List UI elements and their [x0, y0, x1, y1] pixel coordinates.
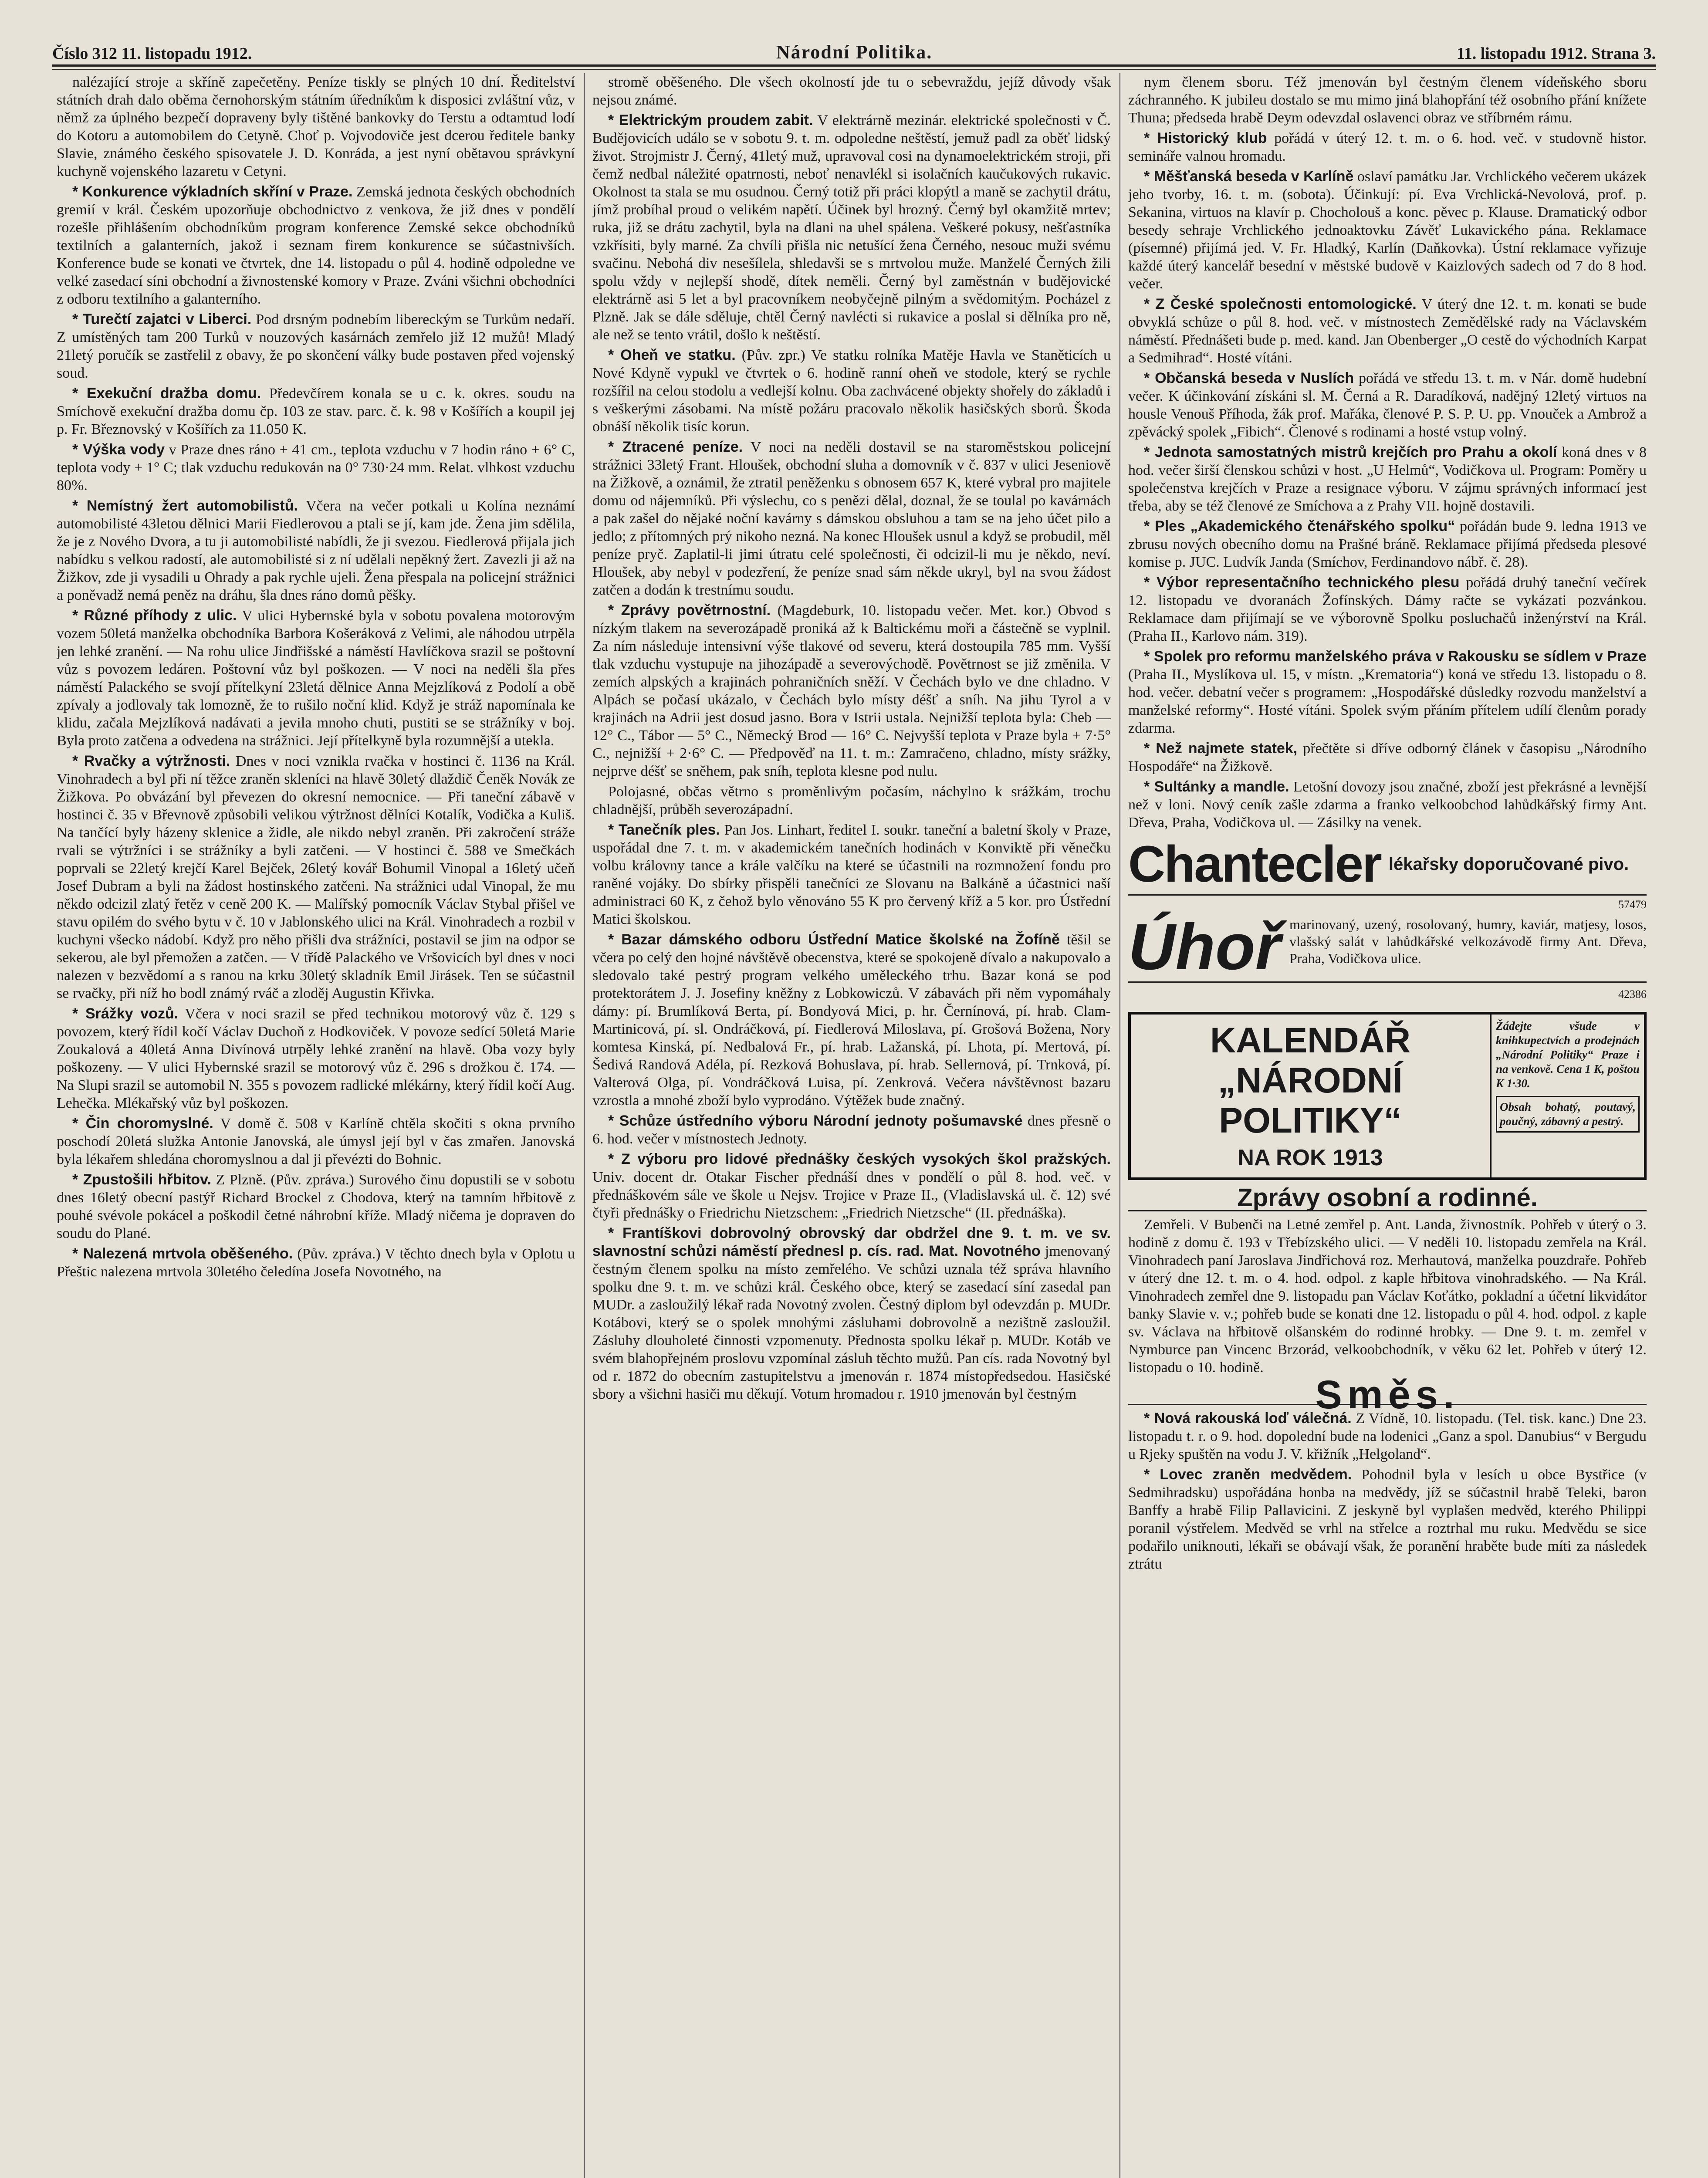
news-item [57, 1245, 575, 1281]
news-item [592, 1224, 1111, 1403]
news-item-body: Polojasné, občas větrno s proměnlivým počasím, náchylno k srážkám, trochu chladnější, průběh severozápadní. [592, 784, 1111, 818]
header-rule-thin [52, 69, 1656, 70]
news-item-body: Z Plzně. (Pův. zpráva.) Surového činu dopustili se v sobotu dnes 16letý obecní pastýř Richard Brockel z Chodova, který na tamním hřbitově z pouhé svévole pokácel a poškodil četné náhrobní kříže. Mladý ničema je dopraven do soudu do Plané. [57, 1172, 575, 1241]
column-divider [584, 73, 585, 2178]
news-item-body: Pohodnil byla v lesích u obce Bystřice (v Sedmihradsku) uspořádána honba na medvědy, jíž se súčastnil hrabě Teleki, baron Banffy a hrabě Filip Pallavicini. Z jeskyně byl vyplašen medvěd, kterého Philippi poranil výstřelem. Medvěd se vrhl na střelce a roztrhal mu ruku. Medvědu se sice podařilo uniknouti, lékaři se obávají však, že poranění hraběte bude míti za následek ztrátu [1128, 1467, 1647, 1572]
news-item-headline: * Jednota samostatných mistrů krejčích pro Prahu a okolí [1144, 444, 1557, 460]
news-item-headline: * Než najmete statek, [1144, 740, 1298, 757]
kalendar-subtitle: „NÁRODNÍ POLITIKY“ [1218, 1061, 1403, 1140]
news-item-headline: * Ztracené peníze. [608, 439, 743, 455]
news-item-headline: * Ples „Akademického čtenářského spolku“ [1144, 518, 1455, 534]
news-item [57, 183, 575, 308]
news-item-headline: * Bazar dámského odboru Ústřední Matice školské na Žofíně [608, 931, 1060, 948]
column-3 [1128, 73, 1647, 2178]
chantecler-ad [1128, 835, 1647, 896]
news-item [592, 112, 1111, 344]
news-item [57, 73, 575, 180]
news-item-body: Předevčírem konala se u c. k. okres. soudu na Smíchově exekuční dražba domu čp. 103 ze stav. parc. č. k. 98 v Košířích a koupil jej p. Fr. Březnovský v Košířích za 11.050 K. [57, 386, 575, 437]
news-item [592, 73, 1111, 109]
news-item [1128, 648, 1647, 737]
news-item [1128, 1466, 1647, 1573]
news-item [57, 1171, 575, 1242]
section-heading-personal: Zprávy osobní a rodinné. [1128, 1189, 1647, 1211]
news-item-body: Univ. docent dr. Otakar Fischer přednáší dnes v pondělí o půl 8. hod. več. v přednáškovém sále ve škole u Nejsv. Trojice v Praze II., (Vladislavská ul. č. 12) své čtyři přednášky o Friedrichu Nietzschem: „Friedrich Nietzsche“ (II. přednáška). [592, 1169, 1111, 1221]
news-item [57, 1005, 575, 1112]
news-item [592, 1112, 1111, 1148]
news-item-headline: * Oheň ve statku. [608, 347, 736, 363]
uhor-ad [1128, 910, 1647, 983]
news-item-body: Včera v noci srazil se před technikou motorový vůz č. 129 s povozem, který řídil kočí Václav Duchoň z Hodkoviček. V povoze sedící 50letá Marie Zoukalová a 40letá Anna Divínová utrpěly lehké zranění na hlavě. Oba vozy byly poškozeny. — V ulici Hybernské srazil se motorový vůz č. 296 s drožkou č. 174. — Na Slupi srazil se automobil N. 355 s povozem radlické mlékárny, který řídil kočí Aug. Lehečka. Mlékařský vůz byl poškozen. [57, 1006, 575, 1111]
news-item [592, 602, 1111, 780]
news-item-body: těšil se včera po celý den hojné návštěvě obecenstva, které se spokojeně dívalo a nakupovalo a sledovalo také pestrý program velkého uměleckého trhu. Bazar koná se pod protektorátem J. J. Josefiny kněžny z Lobkowiczů. V zábavách při něm vypomáhaly dámy: pí. Brumlíková Berta, pí. Bondyová Mici, p. hr. Černínová, pí. hrab. Clam-Martinicová, pí. sl. Ondráčková, pí. Fiedlerová Miloslava, pí. Grošová Božena, Nory komtesa Kinská, pí. Nedbalová Fr., pí. hrab. Lažanská, pí. Lhota, pí. Mertová, pí. Šedivá Randová Adéla, pí. Rezková Bohuslava, pí. hrab. Sellernová, pí. Trnková, pí. Valterová Olga, pí. Vondráčková Luisa, pí. Zenkrová. Večera návštěvnost bazaru vzrostla a mnohé zboží bylo vyprodáno. Výtěžek bude značný. [592, 932, 1111, 1109]
news-item-body: pořádán bude 9. ledna 1913 ve zbrusu nových obecního domu na Prašné bráně. Reklamace přijímá předseda plesové komise p. JUC. Ludvík Janda (Smíchov, Ferdinandovo nábř. č. 28). [1128, 518, 1647, 570]
news-item-headline: * Tanečník ples. [608, 822, 720, 838]
news-item [57, 441, 575, 494]
news-item [1128, 1216, 1647, 1376]
news-item-body: přečtěte si dříve odborný článek v časopisu „Národního Hospodáře“ na Žižkově. [1128, 741, 1647, 774]
news-item-headline: * Nalezená mrtvola oběšeného. [72, 1245, 293, 1262]
chantecler-logo: Chantecler [1128, 835, 1381, 893]
news-item [1128, 1410, 1647, 1463]
page-number: 11. listopadu 1912. Strana 3. [1456, 44, 1656, 63]
kalendar-info: Žádejte všude v knihkupectvích a prodejnách „Národní Politiky“ Praze i na venkově. Cena 1 K, poštou K 1·30. [1496, 1019, 1640, 1090]
section-heading-misc: Směs. [1128, 1386, 1647, 1405]
news-item-headline: * Zpustošili hřbitov. [72, 1171, 211, 1188]
news-item [1128, 129, 1647, 165]
kalendar-ad [1128, 1012, 1647, 1180]
news-item-headline: * Exekuční dražba domu. [72, 385, 261, 402]
news-item-headline: * Z výboru pro lidové přednášky českých vysokých škol pražských. [608, 1151, 1111, 1167]
news-item [592, 346, 1111, 436]
news-item-headline: * Občanská beseda v Nuslích [1144, 370, 1354, 386]
news-item-headline: * Lovec zraněn medvědem. [1144, 1466, 1352, 1483]
news-item-body: jmenovaný čestným členem spolku na místo zemřelého. Ve schůzi uznala též správa hlavního spolku dne 9. t. m. ve schůzi král. Českého obce, který se zasedací síní zasedal pan MUDr. a zasloužilý lékař rada Novotný zvolen. Čestný diplom byl odevzdán p. MUDr. Kotábovi, který se o spolek mnohými zásluhami dobrovolně a nezištně zasloužil. Zásluhy dlouholeté činnosti vzpomenuty. Přednosta spolku lékař p. MUDr. Kotáb ve svém blahopřejném proslovu vzpomínal zásluh těchto mužů. Pan cís. rada Novotný byl od r. 1872 do obecním zastupitelstvu a jmenován r. 1874 místopředsedou. Hasičské sbory a všichni hasiči mu děkují. Votum hromadou r. 1910 jmenován byl čestným [592, 1243, 1111, 1402]
news-item-body: (Pův. zpráva.) V těchto dnech byla v Oplotu u Přeštic nalezena mrtvola 30letého čeledína Josefa Novotného, na [57, 1246, 575, 1280]
news-item-headline: * Různé příhody z ulic. [72, 607, 237, 624]
news-item-body: pořádá ve středu 13. t. m. v Nár. domě hudební večer. K účinkování získáni sl. M. Černá a R. Daradíková, nadějný 12letý virtuos na housle Venouš Příhoda, žák prof. Mařáka, členové P. S. P. U. pp. Vnouček a Ambrož a zpěvácký spolek „Fibich“. Členové s rodinami a hosté vstup volný. [1128, 370, 1647, 440]
column-2 [592, 73, 1111, 2178]
uhor-logo: Úhoř [1128, 910, 1281, 983]
news-item-headline: * Schůze ústředního výboru Národní jednoty pošumavské [608, 1113, 1023, 1129]
news-item [1128, 73, 1647, 127]
news-item-headline: * Výška vody [72, 441, 165, 458]
news-item [57, 607, 575, 750]
news-item-body: Z Vídně, 10. listopadu. (Tel. tisk. kanc.) Dne 23. listopadu t. r. o 9. hod. dopolední bude na lodenici „Ganz a spol. Danubius“ v Bergudu u Rjeky spuštěn na vodu J. V. křižník „Helgoland“. [1128, 1410, 1647, 1462]
news-item [57, 1115, 575, 1168]
news-item-body: pořádá druhý taneční večírek 12. listopadu ve dvoranách Žofínských. Dámy račte se vykázati pozvánkou. Reklamace dam přijímají se ve výborovně Spolku posluchačů inženýrství na Král. (Praha II., Karlovo nám. 319). [1128, 575, 1647, 644]
news-item [1128, 295, 1647, 367]
column-1 [57, 73, 575, 2178]
uhor-text: marinovaný, uzený, rosolovaný, humry, kaviár, matjesy, losos, vlašský salát v lahůdkářské velkozávodě firmy Ant. Dřeva, Praha, Vodičkova ulice. [1289, 917, 1647, 966]
news-item-body: Pan Jos. Linhart, ředitel I. soukr. taneční a baletní školy v Praze, uspořádal dne 7. t. m. v akademickém tanečních hodinách v Konviktě při věnečku volbu královny tance a krále valčíku na které se účastnili na rozmnožení fondu pro raněné vojáky. Do sbírky přispěli tanečníci ze Slovanu na Balkáně a účastnici naší administraci 60 K, z čehož bylo věnováno 55 K pro červený kříž a 5 kor. pro Ústřední Matici školskou. [592, 822, 1111, 927]
news-item [57, 497, 575, 604]
news-item [1128, 168, 1647, 293]
news-item [1128, 443, 1647, 515]
news-item-headline: * Konkurence výkladních skříní v Praze. [72, 183, 353, 200]
news-item [592, 821, 1111, 928]
news-item-body: (Magdeburk, 10. listopadu večer. Met. kor.) Obvod s nízkým tlakem na severozápadě proniká až k Baltickému moři a částečně se vyplnil. Za ním následuje intensivní výše tlakové od severu, která dostoupila 785 mm. Vyšší tlak vzduchu vystupuje na jihozápadě a severovýchodě. Povětrnost se již změnila. V zemích alpských a krajinách pohraničních sněží. V Čechách bylo ve dne chladno. V Alpách se počasí ukázalo, v Čechách bylo místy déšť a sníh. Na jihu Tyrol a v krajinách na Adrii jest dosud jasno. Bora v Istrii ustala. Nejnižší teplota byla: Cheb — 12° C., Tábor — 5° C., Německý Brod — 16° C. Nejvyšší teplota v Praze byla + 7·5° C., nejnižší + 2·6° C. — Předpověď na 11. t. m.: Zamračeno, chladno, místy srážky, nejprve déšť se sněhem, pak sníh, teplota klesne pod nulu. [592, 602, 1111, 779]
news-item [592, 783, 1111, 818]
news-item-body: v Praze dnes ráno + 41 cm., teplota vzduchu v 7 hodin ráno + 6° C, teplota vody + 1° C; tlak vzduchu redukován na 0° 730·24 mm. Relat. vlhkost vzduchu 80%. [57, 442, 575, 494]
news-item-body: V domě č. 508 v Karlíně chtěla skočiti s okna prvního poschodí 20letá služka Antonie Janovská, ale úmysl její byl v čas zmařen. Janovská byla lékařem shledána choromyslnou a dal ji převézti do Bohnic. [57, 1116, 575, 1167]
news-item-headline: * Turečtí zajatci v Liberci. [72, 311, 252, 328]
news-item-headline: * Nemístný žert automobilistů. [72, 497, 298, 514]
news-item-headline: * Rvačky a výtržnosti. [72, 753, 230, 769]
news-item [1128, 778, 1647, 832]
news-item-headline: * Srážky vozů. [72, 1005, 179, 1022]
news-item-body: nym členem sboru. Též jmenován byl čestným členem vídeňského sboru záchranného. K jubileu dostalo se mu mimo jiná blahopřání též osobního přání knížete Thuna; předseda hrabě Deym odevzdal oslavenci obraz ve stříbrném rámu. [1128, 74, 1647, 126]
news-item-body: V elektrárně mezinár. elektrické společnosti v Č. Budějovicích událo se v sobotu 9. t. m. odpoledne neštěstí, jemuž padl za oběť lidský život. Strojmistr J. Černý, 41letý muž, upravoval cosi na dynamoelektrickém stroji, při čemž nedbal náležité opatrnosti, neboť nenavlékl si isolačních kaučukových rukavic. Okolnost ta stala se mu osudnou. Černý totiž při práci klopýtl a maně se zachytil drátu, jímž probíhal proud o velikém napětí. Účinek byl hrozný. Černý byl okamžitě mrtev; ruka, již se drátu zachytil, byla na dlani na uhel spálena. Veškeré pokusy, nešťastníka vzkřísiti, byly marné. Za chvíli přišla nic netušící žena Černého, nesouc muži svému svačinu. Nebohá div nesešílela, shledavši se s mrtvolou muže. Manželé Černých žili spolu vždy v nejlepší shodě, dítek neměli. Černý byl zaměstnán v budějovické elektrárně asi 5 let a byl pracovníkem neobyčejně pilným a svědomitým. Pocházel z Plzně. Jak se dále sděluje, chtěl Černý navlécti si rukavice a poslal si dělníka pro ně, ale než se tento vrátil, došlo k neštěstí. [592, 112, 1111, 343]
news-item [1128, 574, 1647, 645]
news-item-body: V úterý dne 12. t. m. konati se bude obvyklá schůze o půl 8. hod. več. v místnostech Zemědělské rady na Václavském náměstí. Přednášeti bude p. med. kand. Jan Obenberger „O cestě do východních Karpat a Sedmihrad“. Hosté vítáni. [1128, 296, 1647, 366]
news-item-body: stromě oběšeného. Dle všech okolností jde tu o sebevraždu, jejíž důvody však nejsou známé. [592, 74, 1111, 108]
news-item-headline: * Spolek pro reformu manželského práva v Rakousku se sídlem v Praze [1144, 648, 1647, 665]
news-item-body: V noci na neděli dostavil se na staroměstskou policejní strážnici 33letý Frant. Hloušek, obchodní sluha a domovník v č. 837 v ulici Jeseniově na Žižkově, a oznámil, že ztratil peněženku s obnosem 657 K, které vybral pro majitele domu od nájemníků. Při výslechu, co s penězi dělal, doznal, že se toulal po kavárnách a pak zašel do nějaké noční kavárny s dámskou obsluhou a tam se na jeho účet pilo a jedlo; z přítomných prý nikoho nezná. Na konec Hloušek usnul a když se probudil, měl peníze pryč. Zaplatil-li jimi útratu celé společnosti, či odcizil-li mu je někdo, neví. Hloušek, aby nebyl v podezření, že peníze snad sám někde ukryl, byl na svou žádost zatčen a dodán k trestnímu soudu. [592, 439, 1111, 598]
kalendar-contents: Obsah bohatý, poutavý, poučný, zábavný a pestrý. [1496, 1096, 1640, 1133]
news-item-body: Pod drsným podnebím libereckým se Turkům nedaří. Z umístěných tam 200 Turků v nouzových kasárnách zemřelo již 12 mužů! Mladý 21letý poručík se zastřelil z obavy, že po skončení války bude postaven před vojenský soud. [57, 311, 575, 381]
news-item [592, 931, 1111, 1109]
news-item-body: (Praha II., Myslíkova ul. 15, v místn. „Krematoria“) koná ve středu 13. listopadu o 8. hod. večer. debatní večer s programem: „Hospodářské důsledky rozvodu manželství a manželské reformy“. Hosté vítáni. Spolek svým přáním přítelem udílí členům porady zdarma. [1128, 666, 1647, 736]
news-item-body: Letošní dovozy jsou značné, zboží jest překrásné a levnější než v loni. Nový ceník zašle zdarma a franko velkoobchod lahůdkářský firmy Ant. Dřeva, Praha, Vodičkova ul. — Zásilky na venek. [1128, 779, 1647, 831]
news-item [592, 438, 1111, 599]
news-item [57, 311, 575, 382]
news-item [592, 1150, 1111, 1222]
news-item [57, 752, 575, 1002]
news-item-body: oslaví památku Jar. Vrchlického večerem ukázek jeho tvorby, 16. t. m. (sobota). Účinkují: pí. Eva Vrchlická-Nevolová, prof. p. Sekanina, virtuos na klavír p. Chocholouš a konc. pěvec p. Klause. Dramatický odbor besedy sehraje Vrchlického jednoaktovku Závěť Lukavického pána. Reklamace (písemné) přijímá jed. V. Fr. Hladký, Karlín (Daňkovka). Ústní reklamace vyřizuje každé úterý kancelář besední v městské budově v Kaizlových sadech od 7 do 8 hod. večer. [1128, 169, 1647, 292]
news-item [1128, 369, 1647, 441]
masthead: Národní Politika. [776, 41, 933, 63]
news-item-headline: * Historický klub [1144, 130, 1267, 146]
ad-number: 57479 [1618, 898, 1647, 911]
news-item-headline: * Výbor representačního technického plesu [1144, 574, 1460, 591]
news-item-body: Včera na večer potkali u Kolína neznámí automobilisté 43letou dělnici Marii Fiedlerovou a ptali se jí, kam jde. Žena jim sdělila, že je z Nového Dvora, a tu ji automobilisté nabídli, že ji svezou. Fiedlerová přijala jich nabídku s velkou radostí, ale automobilisté si z ní udělali nepěkný žert. Zavezli ji až na Žižkov, zde ji vysadili u Ohrady a pak rychle ujeli. Žena přespala na policejní strážnici a poněvadž nemá peněz na dráhu, šla dnes ráno domů pěšky. [57, 498, 575, 603]
kalendar-title: KALENDÁŘ [1210, 1021, 1411, 1060]
ad-number: 42386 [1618, 988, 1647, 1001]
news-item-headline: * Nová rakouská loď válečná. [1144, 1410, 1352, 1427]
news-item-body: V ulici Hybernské byla v sobotu povalena motorovým vozem 50letá manželka obchodníka Barbora Košeráková z Velimi, ale náhodou utrpěla jen lehké zranění. — Na rohu ulice Jindřišské a náměstí Havlíčkova srazil se poštovní vůz s povozem ledáren. Poštovní vůz byl poškozen. — V noci na neděli šla přes náměstí Palackého se svojí přítelkyní 23letá dělnice Anna Mejzlíková z Podolí a obě zpívaly a jodlovaly tak lomozně, že to rušilo noční klid. Když je stráž napomínala ke klidu, začala Mejzlíková nadávati a jevila mnoho chuti, pustiti se se strážníky v boj. Byla proto zatčena a odvedena na strážnici. Její přítelkyně byla rozumnější a utekla. [57, 608, 575, 749]
news-item-body: nalézající stroje a skříně zapečetěny. Peníze tiskly se plných 10 dní. Ředitelství státních drah dalo oběma černohorským státním úředníkům k disposici zvláštní vůz, v němž za úplného bezpečí dopraveny byly tištěné bankovky do Terstu a odtamtud lodí do Kotoru a automobilem do Cetyně. Choť p. Vojvodoviče jest dcerou ředitele banky Slavie, známého českého spisovatele J. D. Konráda, a jest nyní obětavou správkyní kuchyně vojenského lazaretu v Cetyni. [57, 74, 575, 179]
news-item-headline: * Frantíškovi dobrovolný obrovský dar obdržel dne 9. t. m. ve sv. slavnostní schůzi náměstí přednesl p. cís. rad. Mat. Novotného [592, 1225, 1111, 1259]
news-item [57, 385, 575, 438]
news-item-body: koná dnes v 8 hod. večer širší členskou schůzi v host. „U Helmů“, Vodičkova ul. Program: Poměry u společenstva krejčích v Praze a resignace výboru. V zájmu správných informací jest třeba, aby se též členové ze Smíchova a z Prahy VII. hojně dostavili. [1128, 444, 1647, 514]
news-item-body: dnes přesně o 6. hod. večer v místnostech Jednoty. [592, 1113, 1111, 1147]
news-item-headline: * Sultánky a mandle. [1144, 778, 1289, 795]
news-item-headline: * Zprávy povětrnostní. [608, 602, 771, 619]
news-item-body: Zemřeli. V Bubenči na Letné zemřel p. Ant. Landa, živnostník. Pohřeb v úterý o 3. hodině z domu č. 193 v Třebízského ulici. — V neděli 10. listopadu zemřela na Král. Vinohradech paní Jaroslava Jindřichová roz. Merhautová, manželka pouzdraře. Pohřeb v úterý dne 12. t. m. o 4. hod. odpol. z kaple hřbitova vinohradského. — Na Král. Vinohradech zemřel dne 9. listopadu pan Václav Koťátko, pokladní a účetní likvidátor banky Slavie v. v.; pohřeb bude se konati dne 12. listopadu o půl 4. hod. odpol. z kaple sv. Václava na hřbitově olšanském do rodinné hrobky. — Dne 9. t. m. zemřel v Nymburce pan Vincenc Brzorád, velkoobchodník, v věku 62 let. Pohřeb v úterý 12. listopadu o 10. hodině. [1128, 1217, 1647, 1376]
news-item-body: pořádá v úterý 12. t. m. o 6. hod. več. v studovně histor. semináře valnou hromadu. [1128, 130, 1647, 164]
news-item-body: (Pův. zpr.) Ve statku rolníka Matěje Havla ve Staněticích u Nové Kdyně vypukl ve čtvrtek o 6. hodině ranní oheň ve stodole, který se rychle rozšířil na celou stodolu a vedlejší kolnu. Oba zachvácené objekty shořely do základů i s veškerými zásobami. Na místě požáru pracovalo několik hasičských sborů. Škoda obnáší několik tisíc korun. [592, 347, 1111, 435]
news-item-headline: * Čin choromyslné. [72, 1115, 213, 1132]
news-item-body: Zemská jednota českých obchodních gremií v král. Českém upozorňuje obchodnictvo z venkova, že již dnes v pondělí rozešle přihlášením obchodníkům program konference Zemské sekce obchodníků textilních a galanterních, jakož i seznam firem konkurence se súčastnivších. Konference bude se konati ve čtvrtek, dne 14. listopadu o půl 4. hodině odpoledne ve velké zasedací síni obchodní a živnostenské komory v Praze. Zváni všichni obchodníci z odboru textilního a galanterního. [57, 184, 575, 307]
news-item-headline: * Měšťanská beseda v Karlíně [1144, 168, 1354, 185]
running-header [52, 41, 1656, 63]
news-item-headline: * Z České společnosti entomologické. [1144, 296, 1417, 312]
news-item [1128, 740, 1647, 775]
kalendar-year: NA ROK 1913 [1238, 1145, 1383, 1170]
chantecler-slogan: lékařsky doporučované pivo. [1388, 855, 1629, 874]
news-item [1128, 517, 1647, 571]
header-rule [52, 64, 1656, 67]
issue-date: Číslo 312 11. listopadu 1912. [52, 44, 252, 63]
news-item-body: Dnes v noci vznikla rvačka v hostinci č. 1136 na Král. Vinohradech a byl při ní těžce zraněn skleníci na hlavě 30letý dlaždič Čeněk Novák ze Žižkova. Po obvázání byl převezen do okresní nemocnice. — Při taneční zábavě v hostinci č. 35 v Břevnově způsobili velikou výtržnost dělníci Kotalík, Vodička a Kuliš. Na tančící byly házeny sklenice a židle, ale nikdo nebyl zraněn. Při zakročení stráže rvali se výtržníci i se strážníky a byli zatčeni. — V hostinci č. 588 ve Smečkách poprvali se 22letý krejčí Karel Bejček, 26letý kovář Bohumil Vinopal a 16letý učeň Josef Dubram a byli na žádost hostinského zatčeni. Na strážnici udal Vinopal, že mu někdo odcizil zlatý řetěz v ceně 200 K. — Malířský pomocník Václav Stybal přišel ve stavu opilém do svého bytu v č. 10 v Jablonského ulici na Král. Vinohradech a rozbil v kuchyni všecko nádobí. Když pro něho přišli dva strážníci, postavil se jim na odpor se sekerou, ale byl přemožen a zatčen. — V třídě Palackého ve Vršovicích byl dnes v noci nalezen v bezvědomí a s ranou na krku 30letý skladník Emil Jirásek. Ten se súčastnil se rvačky, při níž ho bodl známý rváč a zloděj Augustin Křivka. [57, 753, 575, 1001]
news-item-headline: * Elektrickým proudem zabit. [608, 112, 813, 129]
